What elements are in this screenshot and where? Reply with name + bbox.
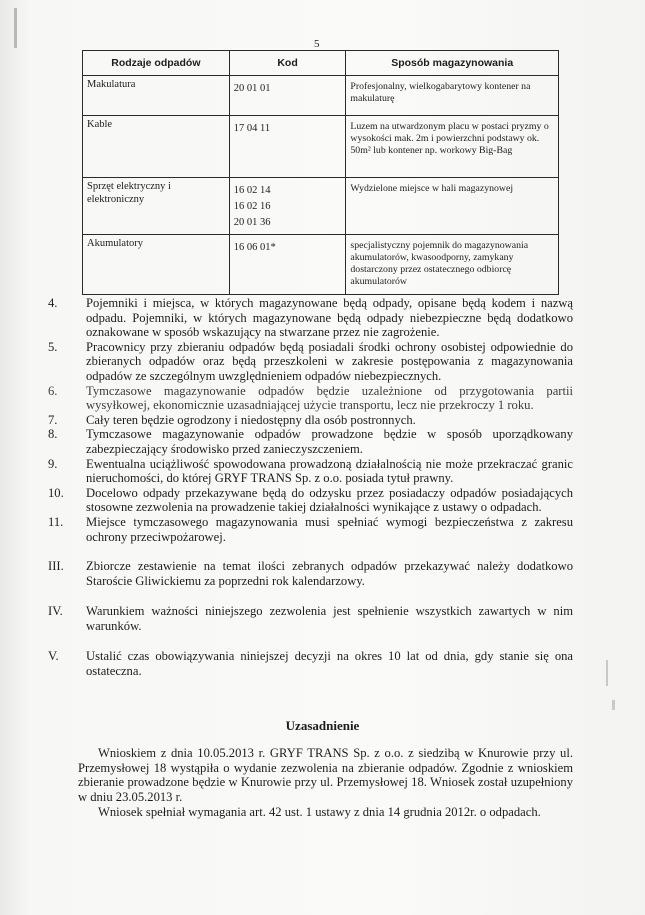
code-line: 20 01 01 [233,83,271,94]
item-text: Pracownicy przy zbieraniu odpadów będą posiadali środki ochrony osobistej odpowiednie do zbieranych odpadów oraz będą przeszkoleni w zakresie postępowania z magazynowania odpadów ze szczególnym uwzględnieniem odpadów niebezpiecznych. [86,339,573,383]
item-number: 4. [48,296,58,310]
item-number: 11. [48,514,64,529]
item-number: 9. [48,456,58,471]
item-text: Docelowo odpady przekazywane będą do odzysku przez posiadaczy odpadów posiadających stosowne zezwolenia na prowadzenie takiej działalności wynikające z ustawy o odpadach. [86,485,573,515]
waste-type: Sprzęt elektryczny i elektroniczny [83,178,230,235]
storage-method: Luzem na utwardzonym placu w postaci pryzmy o wysokości mak. 2m i powierzchni podstawy ok. 50m² lub kontener np. workowy Big-Bag [346,116,559,178]
roman-number: III. [48,559,64,574]
roman-text: Ustalić czas obowiązywania niniejszej decyzji na okres 10 lat od dnia, gdy stanie się ona ostateczna. [86,649,573,679]
table-header-row [83,51,559,76]
item-text: Tymczasowe magazynowanie odpadów będzie uzależnione od przygotowania partii wysyłkowej, ekonomicznie uzasadniającej użycie transportu, lecz nie przekroczy 1 roku. [86,383,573,413]
scan-mark [612,700,615,710]
table-row [83,76,559,116]
roman-text: Zbiorcze zestawienie na temat ilości zebranych odpadów przekazywać należy dodatkowo Staroście Gliwickiemu za poprzedni rok kalendarzowy. [86,559,573,588]
storage-method: Profesjonalny, wielkogabarytowy kontener na makulaturę [346,76,559,116]
conditions-list [48,296,573,679]
roman-text: Warunkiem ważności niniejszego zezwolenia jest spełnienie wszystkich zawartych w nim warunków. [86,604,573,633]
roman-number: IV. [48,604,63,619]
item-number: 5. [48,339,58,354]
list-item [48,413,573,428]
list-item [48,340,573,384]
waste-type: Kable [83,116,230,178]
list-item [48,515,573,544]
header-storage-method: Sposób magazynowania [346,51,559,76]
justification-heading: Uzasadnienie [285,718,360,733]
header-waste-type: Rodzaje odpadów [83,51,230,76]
item-text: Miejsce tymczasowego magazynowania musi spełniać wymogi bezpieczeństwa z zakresu ochrony przeciwpożarowej. [86,514,573,544]
waste-type: Makulatura [83,76,230,116]
header-code: Kod [229,51,346,76]
waste-storage-table [82,50,559,295]
waste-code [229,235,346,295]
roman-item [48,559,573,588]
justification-body [78,746,573,820]
code-line: 20 01 36 [233,217,271,228]
item-number: 8. [48,427,58,442]
item-text: Ewentualna uciążliwość spowodowana prowadzoną działalnością nie może przekraczać granic nieruchomości, do której GRYF TRANS Sp. z o.o. posiada tytuł prawny. [86,456,573,486]
waste-code [229,76,346,116]
code-line: 16 02 14 [233,185,271,196]
storage-method: specjalistyczny pojemnik do magazynowania akumulatorów, kwasoodporny, zamykany dostarczony przez ostatecznego odbiorcę akumulatorów [346,235,559,295]
item-number: 6. [48,383,58,398]
page-number: 5 [314,38,320,50]
item-text: Cały teren będzie ogrodzony i niedostępny dla osób postronnych. [86,412,416,427]
item-text: Pojemniki i miejsca, w których magazynowane będą odpady, opisane będą kodem i nazwą odpadu. Pojemniki, w których magazynowane będą odpady niebezpieczne będą dodatkowo oznakowane w sposób wskazujący na stwarzane przez nie zagrożenie. [86,296,573,340]
list-item [48,296,573,340]
scan-mark [14,8,17,48]
code-line: 16 02 16 [233,201,271,212]
table-row [83,116,559,178]
code-line: 17 04 11 [233,123,271,134]
waste-code [229,116,346,178]
roman-item [48,649,573,678]
storage-method: Wydzielone miejsce w hali magazynowej [346,178,559,235]
item-number: 7. [48,412,58,427]
item-text: Tymczasowe magazynowanie odpadów prowadzone będzie w sposób uporządkowany zabezpieczający środowisko przed zanieczyszczeniem. [86,427,573,456]
list-item [48,384,573,413]
list-item [48,486,573,515]
waste-code [229,178,346,235]
item-number: 10. [48,485,64,500]
waste-type: Akumulatory [83,235,230,295]
table-row [83,235,559,295]
justification-paragraph: Wnioskiem z dnia 10.05.2013 r. GRYF TRANS Sp. z o.o. z siedzibą w Knurowie przy ul. Przemysłowej 18 wystąpiła o wydanie zezwolenia na zbieranie odpadów. Zgodnie z wnioskiem zbieranie prowadzone będzie w Knurowie przy ul. Przemysłowej 18. Wniosek został uzupełniony w dniu 23.05.2013 r. [78,746,573,804]
list-item [48,427,573,456]
roman-item [48,604,573,633]
justification-paragraph: Wniosek spełniał wymagania art. 42 ust. 1 ustawy z dnia 14 grudnia 2012r. o odpadach. [98,805,541,820]
scan-mark [606,660,608,686]
code-line: 16 06 01* [233,242,276,253]
list-item [48,457,573,486]
table-row [83,178,559,235]
roman-number: V. [48,649,59,664]
